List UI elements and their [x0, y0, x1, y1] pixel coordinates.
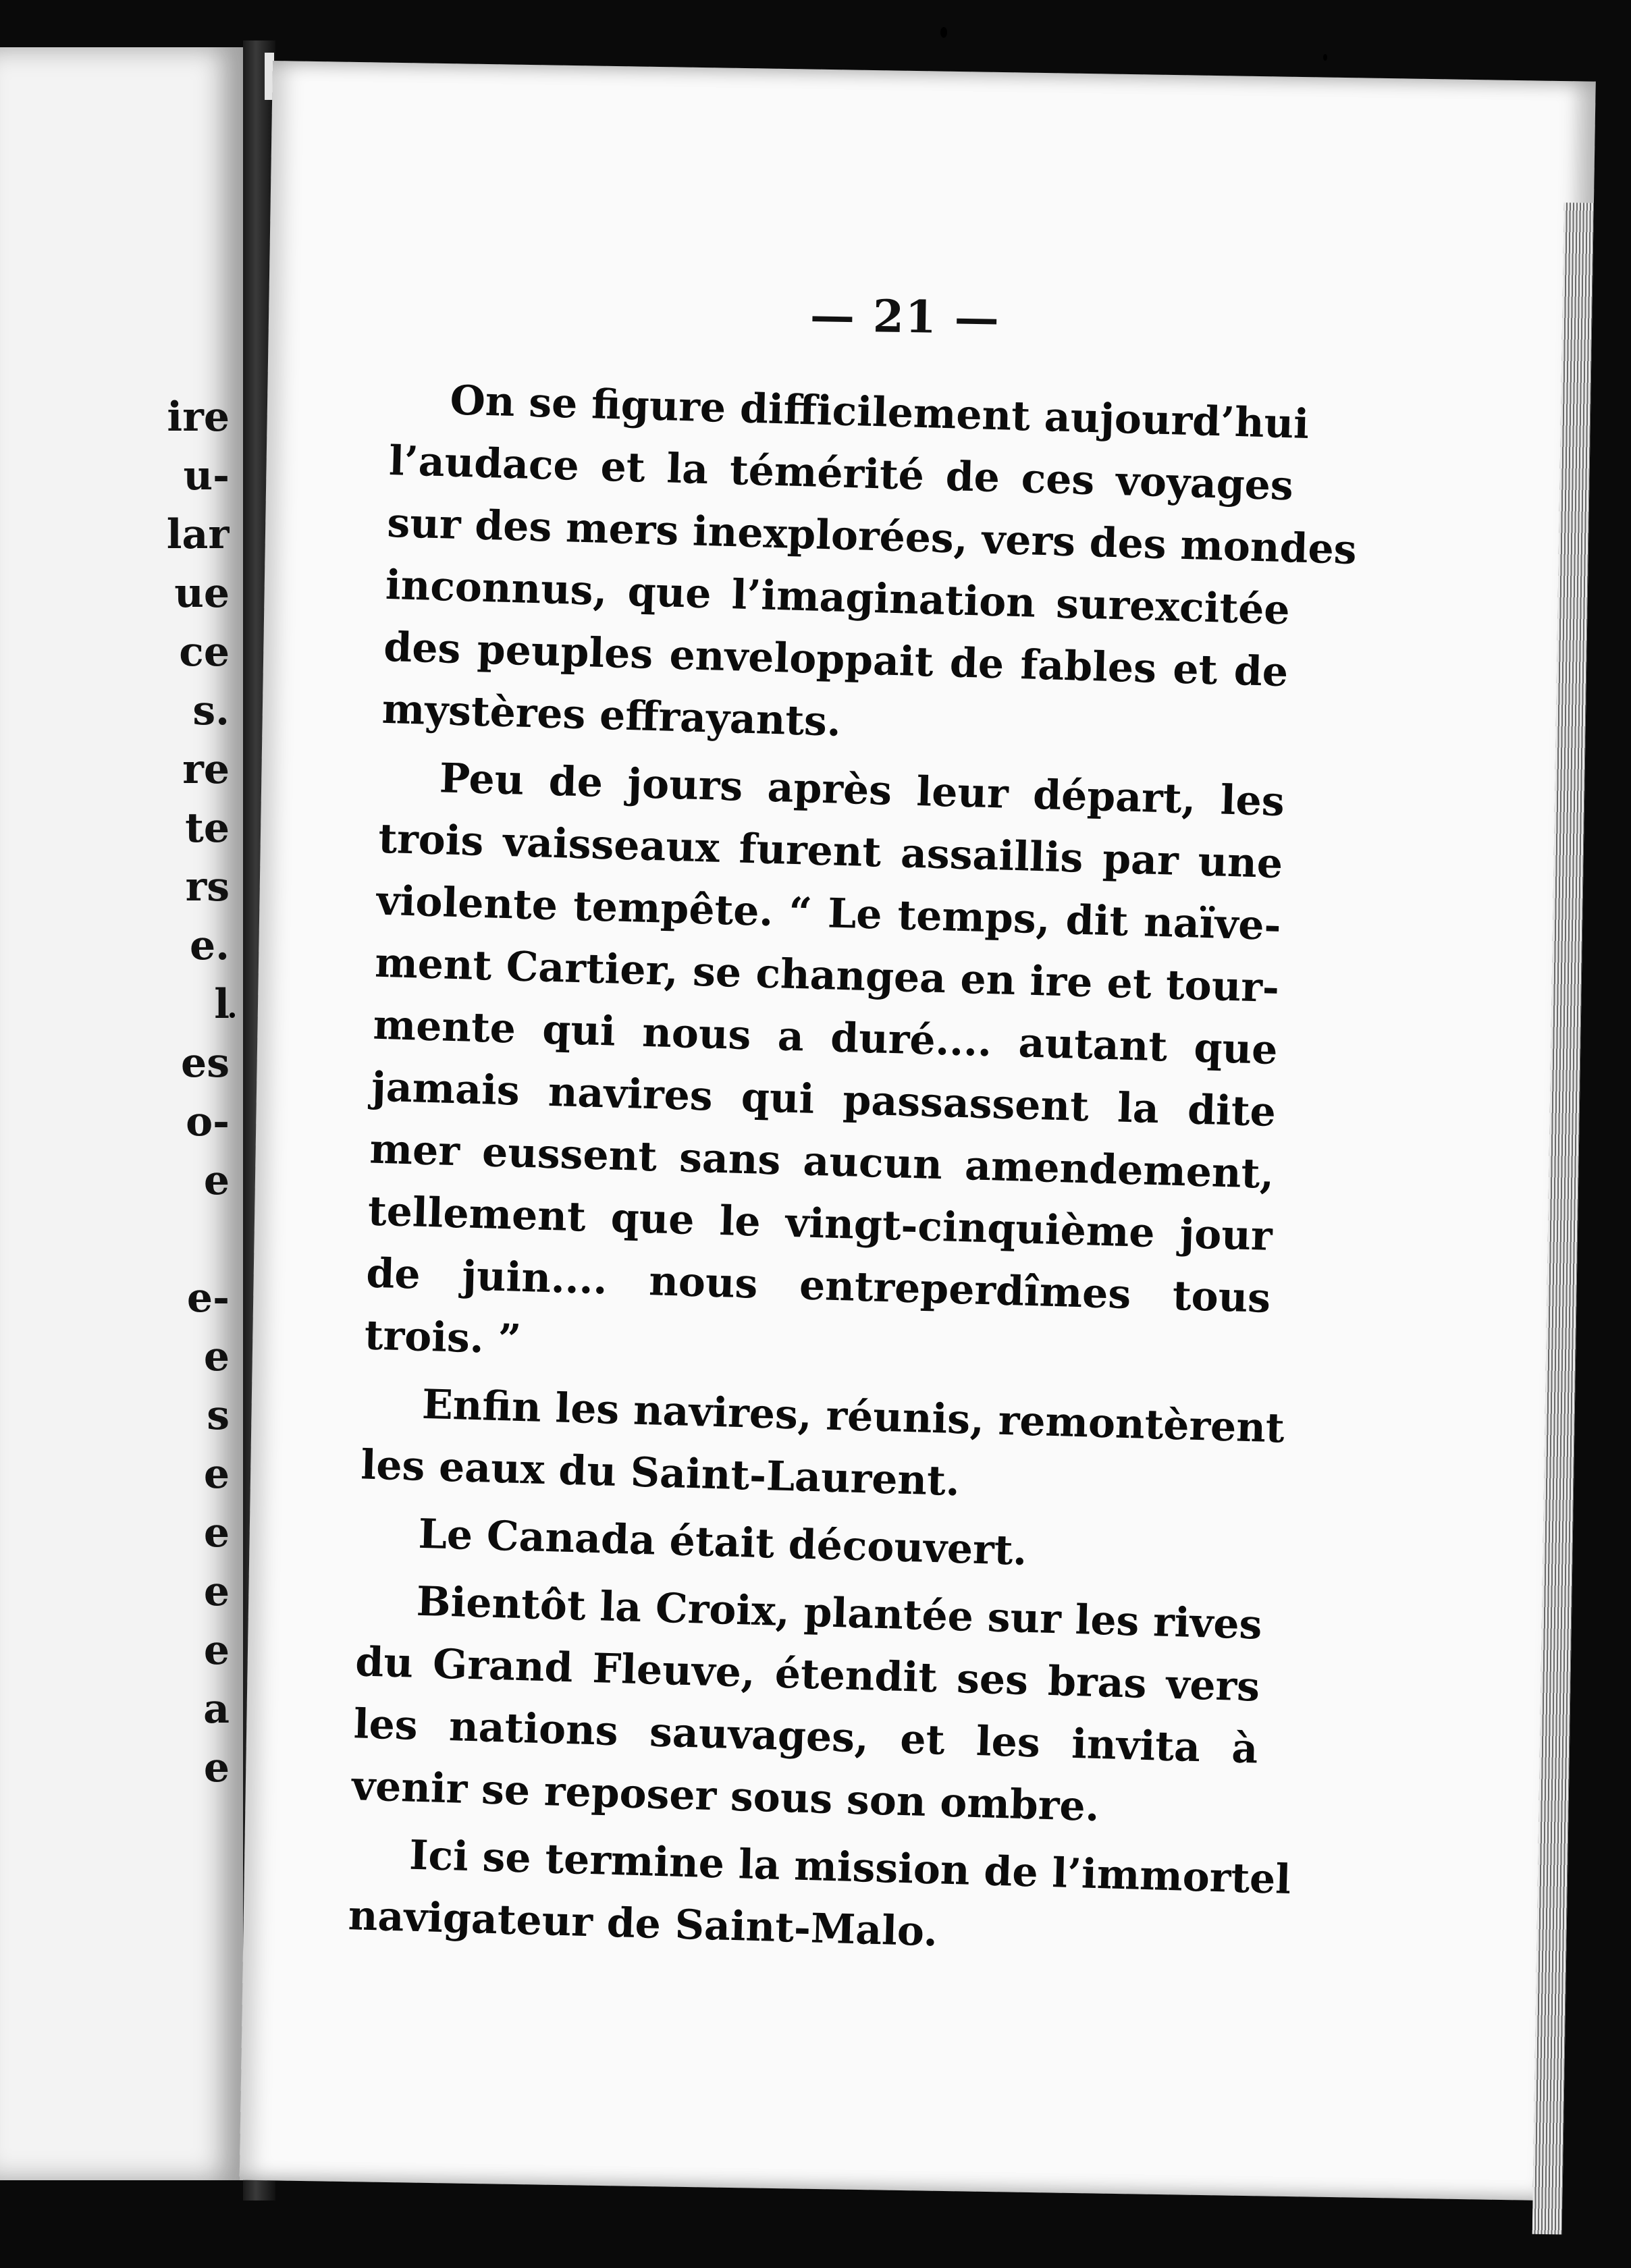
left-page-fragment: l	[214, 981, 230, 1028]
left-page-fragment: ire	[167, 394, 230, 441]
text-line: trois. ”	[363, 1312, 523, 1364]
text-line: trois vaisseaux furent assaillis par une	[377, 815, 1283, 888]
left-page-fragment: rs	[185, 863, 230, 911]
text-line: du Grand Fleuve, étendit ses bras vers	[354, 1638, 1260, 1711]
text-line: On se figure difficilement aujourd’hui	[449, 377, 1310, 448]
paragraph	[360, 1372, 1295, 1521]
left-page-fragment: re	[182, 746, 230, 793]
paragraph	[351, 1569, 1289, 1843]
left-page-fragment: e	[203, 1451, 230, 1498]
left-page-fragment: s	[207, 1392, 230, 1439]
left-page-fragment: s.	[192, 687, 230, 734]
text-line: mer eussent sans aucun amendement,	[369, 1125, 1275, 1198]
text-line: jamais navires qui passassent la dite	[371, 1063, 1277, 1136]
left-page-fragment: ue	[174, 570, 230, 617]
left-page-fragment: e	[203, 1568, 230, 1615]
left-page-fragment: u-	[183, 452, 230, 500]
scan-speck	[230, 1013, 235, 1018]
left-page-fragment: e-	[186, 1274, 230, 1322]
left-page-fragment: e	[203, 1627, 230, 1674]
paragraph	[347, 1823, 1292, 1972]
text-line: navigateur de Saint-Malo.	[347, 1892, 938, 1956]
left-page-fragment: es	[181, 1040, 230, 1087]
text-line: violente tempête. “ Le temps, dit naïve-	[375, 877, 1282, 950]
paragraph	[364, 746, 1312, 1393]
scan-speck	[940, 27, 947, 38]
left-page-fragment: e	[203, 1333, 230, 1380]
left-page-fragment: te	[185, 805, 230, 852]
left-page-fragment: lar	[166, 511, 230, 558]
text-line: les nations sauvages, et les invita à	[352, 1700, 1259, 1773]
left-page-fragment: e.	[189, 922, 230, 969]
text-line: Le Canada était découvert.	[417, 1510, 1028, 1575]
body-text	[347, 368, 1358, 1978]
left-page-fragment: e	[203, 1509, 230, 1557]
page-edges	[1532, 202, 1594, 2234]
page-number: — 21 —	[809, 288, 1001, 345]
left-page-fragment: e	[203, 1744, 230, 1791]
text-line: Bientôt la Croix, plantée sur les rives	[416, 1577, 1263, 1649]
text-line: les eaux du Saint-Laurent.	[360, 1441, 961, 1506]
left-page-fragment: e	[203, 1157, 230, 1204]
left-page-fragment: ce	[179, 628, 230, 676]
text-line: l’audace et la témérité de ces voyages	[388, 437, 1294, 510]
left-page	[0, 47, 243, 2180]
text-line: mente qui nous a duré.... autant que	[372, 1001, 1279, 1075]
text-line: inconnus, que l’imagination surexcitée	[385, 561, 1291, 634]
text-line: sur des mers inexplorées, vers des mondes	[386, 499, 1358, 574]
text-line: Enfin les navires, réunis, remontèrent	[421, 1380, 1285, 1453]
text-line: tellement que le vingt-cinquième jour	[367, 1187, 1273, 1260]
left-page-text-fragments	[0, 388, 230, 1798]
text-line: ment Cartier, se changea en ire et tour-	[374, 939, 1280, 1013]
text-line: des peuples enveloppait de fables et de	[383, 623, 1289, 697]
paragraph	[381, 368, 1358, 766]
left-page-fragment	[0, 1210, 230, 1269]
text-line: mystères effrayants.	[381, 685, 842, 746]
left-page-fragment: a	[203, 1685, 230, 1733]
left-page-fragment: o-	[186, 1098, 230, 1145]
text-line: venir se reposer sous son ombre.	[351, 1762, 1100, 1831]
scan-speck	[1323, 54, 1327, 61]
text-line: Peu de jours après leur départ, les	[439, 755, 1285, 826]
text-line: de juin.... nous entreperdîmes tous	[365, 1249, 1271, 1322]
text-line: Ici se termine la mission de l’immortel	[408, 1831, 1292, 1904]
